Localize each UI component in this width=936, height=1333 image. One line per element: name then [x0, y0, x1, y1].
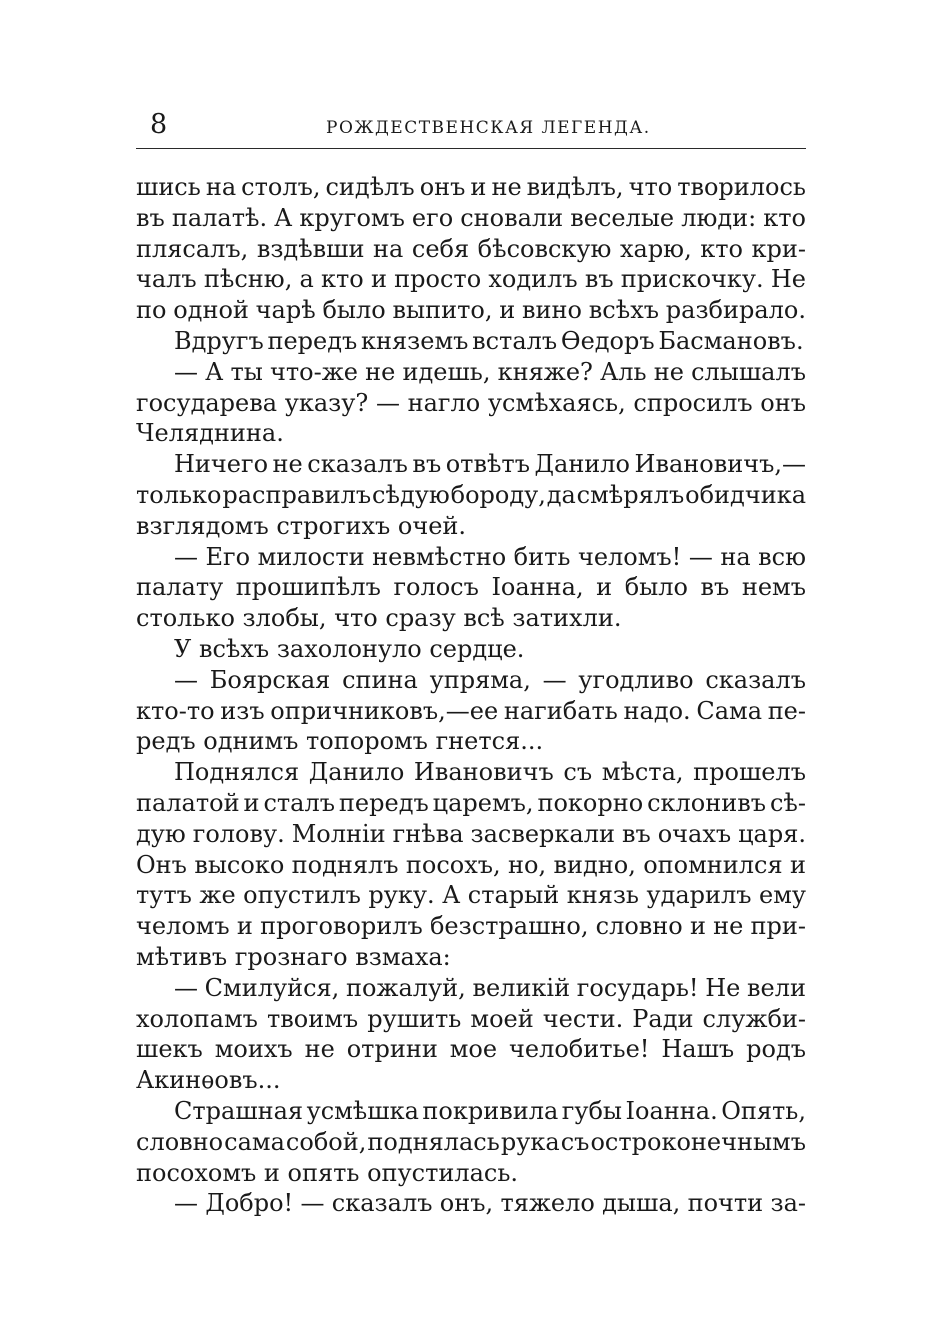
text-line: въ палатѣ. А кругомъ его сновали веселые люди: кто: [136, 203, 806, 232]
text-line: редъ однимъ топоромъ гнется...: [136, 727, 544, 756]
text-line: шекъ моихъ не отрини мое челобитье! Нашъ родъ: [136, 1035, 806, 1064]
text-line: — Смилуйся, пожалуй, великій государь! Не вели: [174, 973, 806, 1002]
text-line: тутъ же опустилъ руку. А старый князь ударилъ ему: [136, 881, 806, 910]
text-line: холопамъ твоимъ рушить моей чести. Ради служби-: [136, 1004, 806, 1033]
text-line: столько злобы, что сразу всѣ затихли.: [136, 604, 622, 633]
header-rule: [136, 148, 806, 149]
text-line: кто-то изъ опричниковъ,—ее нагибать надо. Сама пе-: [136, 696, 806, 725]
page-header: [136, 110, 806, 144]
text-line: палатой и сталъ передъ царемъ, покорно склонивъ сѣ-: [136, 788, 806, 817]
text-line: У всѣхъ захолонуло сердце.: [174, 634, 525, 663]
text-line: Вдругъ передъ княземъ всталъ Өедоръ Басмановъ.: [174, 326, 804, 355]
text-line: Страшная усмѣшка покривила губы Іоанна. Опять,: [174, 1096, 806, 1125]
text-line: шись на столъ, сидѣлъ онъ и не видѣлъ, что творилось: [136, 173, 806, 201]
text-line: Ничего не сказалъ въ отвѣтъ Данило Ивановичъ,—: [174, 450, 806, 479]
text-line: Челяднина.: [136, 419, 284, 448]
text-line: по одной чарѣ было выпито, и вино всѣхъ разбирало.: [136, 296, 806, 325]
text-line: посохомъ и опять опустилась.: [136, 1158, 519, 1187]
text-line: Поднялся Данило Ивановичъ съ мѣста, прошелъ: [174, 758, 806, 787]
text-line: только расправилъ сѣдую бороду, да смѣрялъ обидчика: [136, 480, 806, 509]
text-line: словно сама собой, поднялась рука съ остроконечнымъ: [136, 1127, 806, 1156]
text-line: челомъ и проговорилъ безстрашно, словно и не при-: [136, 912, 806, 941]
text-line: взглядомъ строгихъ очей.: [136, 511, 467, 540]
text-line: — А ты что-же не идешь, княже? Аль не слышалъ: [174, 357, 806, 386]
text-line: Акинѳовъ...: [136, 1066, 281, 1095]
text-line: Онъ высоко поднялъ посохъ, но, видно, опомнился и: [136, 850, 806, 879]
text-line: — Добро! — сказалъ онъ, тяжело дыша, почти за-: [174, 1189, 806, 1218]
text-line: — Его милости невмѣстно бить челомъ! — на всю: [174, 542, 806, 571]
page-number: 8: [150, 109, 168, 140]
text-line: мѣтивъ грознаго взмаха:: [136, 942, 451, 971]
text-line: чалъ пѣсню, а кто и просто ходилъ въ прискочку. Не: [136, 265, 806, 294]
text-line: — Боярская спина упряма, — угодливо сказалъ: [174, 665, 806, 694]
text-line: палату прошипѣлъ голосъ Іоанна, и было въ немъ: [136, 573, 806, 602]
text-line: плясалъ, вздѣвши на себя бѣсовскую харю, кто кри-: [136, 234, 806, 263]
text-line: дую голову. Молніи гнѣва засверкали въ очахъ царя.: [136, 819, 806, 848]
text-line: государева указу? — нагло усмѣхаясь, спросилъ онъ: [136, 388, 806, 417]
running-title: РОЖДЕСТВЕНСКАЯ ЛЕГЕНДА.: [326, 118, 651, 138]
body-text: [136, 172, 806, 1219]
